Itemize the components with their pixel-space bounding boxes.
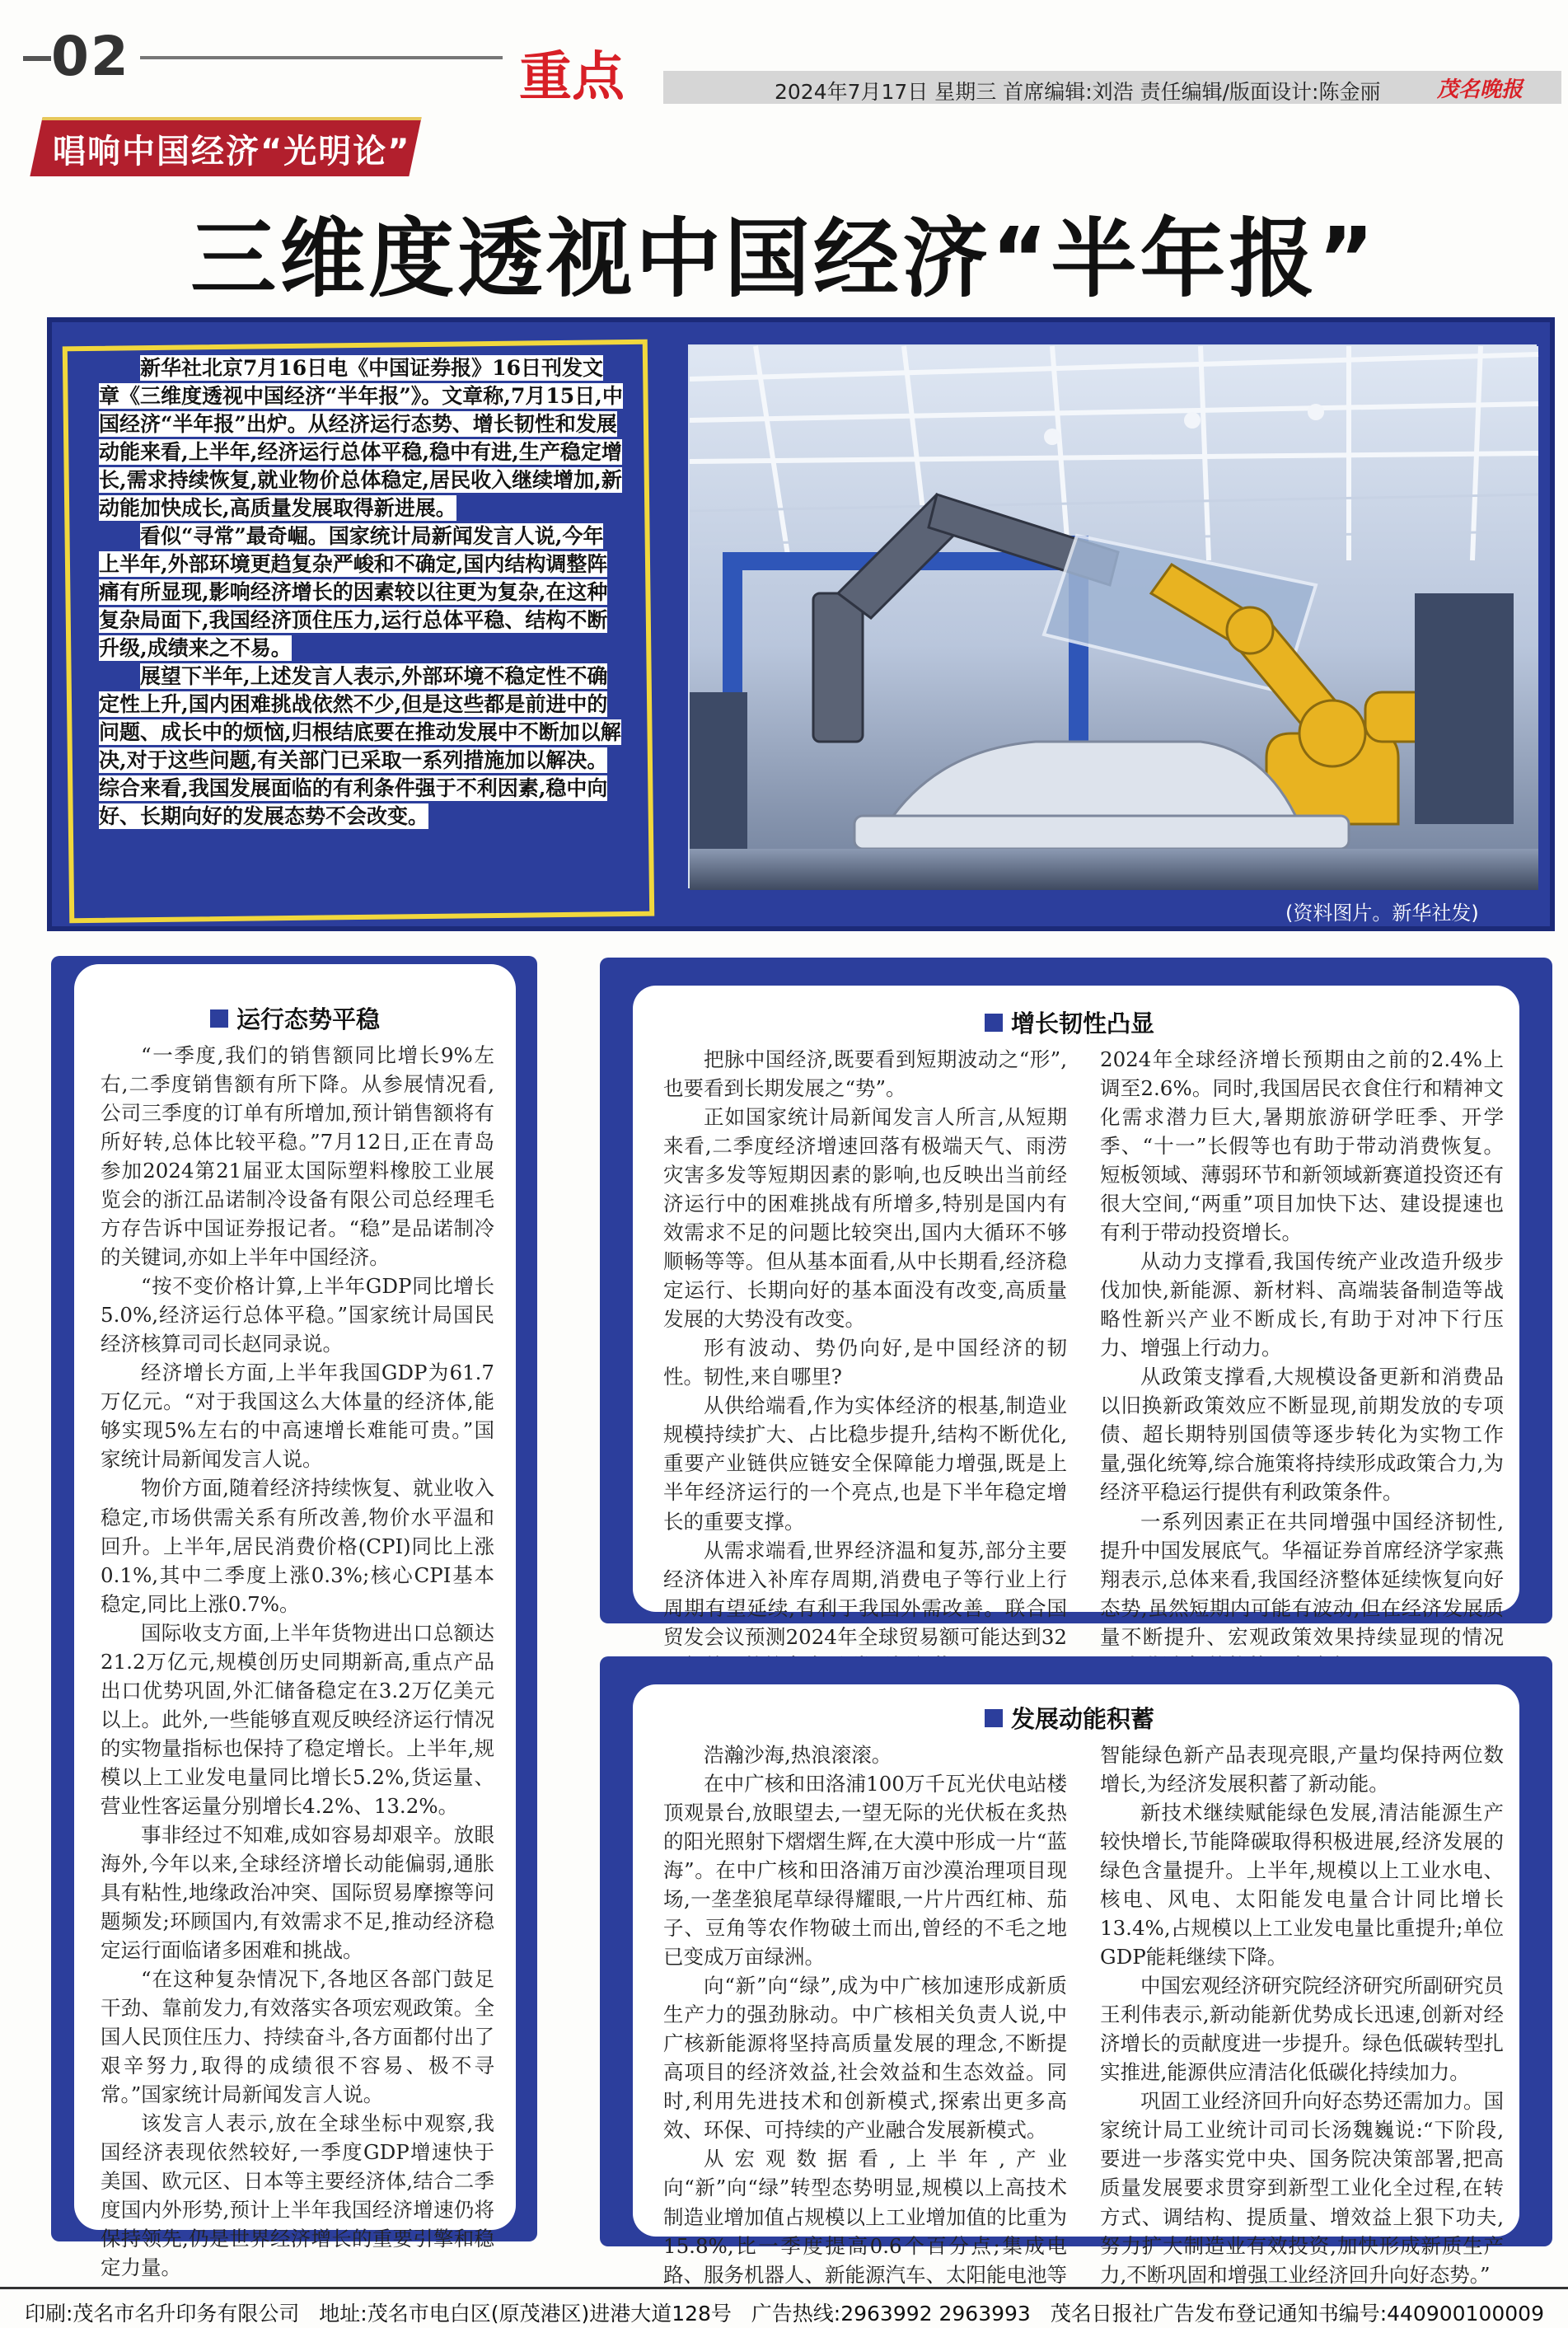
intro-paragraph: 新华社北京7月16日电《中国证券报》16日刊发文章《三维度透视中国经济“半年报”》。文章称,7月15日,中国经济“半年报”出炉。从经济运行态势、增长韧性和发展动能来看,上半年,经济运行总体平稳,稳中有进,生产稳定增长,需求持续恢复,就业物价总体稳定,居民收入继续增加,新动能加快成长,高质量发展取得新进展。 bbox=[99, 356, 623, 520]
headline: 三维度透视中国经济“半年报” bbox=[190, 208, 1378, 309]
paragraph: 新技术继续赋能绿色发展,清洁能源生产较快增长,节能降碳取得积极进展,经济发展的绿色含量提升。上半年,规模以上工业水电、核电、风电、太阳能发电量合计同比增长13.4%,占规模以上工业发电量比重提升;单位GDP能耗继续下降。 bbox=[1100, 1801, 1504, 1970]
paragraph: 从政策支撑看,大规模设备更新和消费品以旧换新政策效应不断显现,前期发放的专项债、超长期特别国债等逐步转化为实物工作量,强化统筹,综合施策将持续形成政策合力,为经济平稳运行提供有利政策条件。 bbox=[1100, 1365, 1504, 1505]
paragraph: 2024年全球经济增长预期由之前的2.4%上调至2.6%。同时,我国居民衣食住行和精神文化需求潜力巨大,暑期旅游研学旺季、开学季、“十一”长假等也有助于带动消费恢复。短板领域、薄弱环节和新领域新赛道投资还有很大空间,“两重”项目加快下达、建设提速也有利于带动投资增长。 bbox=[1100, 1047, 1504, 1245]
paragraph: 浩瀚沙海,热浪滚滚。 bbox=[704, 1743, 892, 1767]
square-bullet-icon bbox=[985, 1709, 1003, 1727]
paragraph: 从动力支撑看,我国传统产业改造升级步伐加快,新能源、新材料、高端装备制造等战略性新兴产业不断成长,有助于对冲下行压力、增强上行动力。 bbox=[1100, 1249, 1504, 1361]
column-tag: 唱响中国经济“光明论” bbox=[53, 133, 411, 171]
page-number: 02 bbox=[51, 25, 130, 88]
section1-text bbox=[101, 1041, 495, 2280]
footer-printer: 印刷:茂名市名升印务有限公司 bbox=[25, 2302, 300, 2326]
page-header bbox=[0, 0, 1568, 132]
paragraph: 国际收支方面,上半年货物进出口总额达21.2万亿元,规模创历史同期新高,重点产品出口优势巩固,外汇储备稳定在3.2万亿美元以上。此外,一些能够直观反映经济运行情况的实物量指标也保持了稳定增长。上半年,规模以上工业发电量同比增长5.2%,货运量、营业性客运量分别增长4.2%、13.2%。 bbox=[101, 1620, 494, 1818]
section3-left-text bbox=[663, 1740, 1067, 2287]
paragraph: 从宏观数据看,上半年,产业向“新”向“绿”转型态势明显,规模以上高技术制造业增加值占规模以上工业增加值的比重为15.8%,比一季度提高0.6个百分点;集成电路、服务机器人、新能源汽车、太阳能电池等 bbox=[663, 2147, 1067, 2287]
section3-heading bbox=[985, 1701, 1154, 1735]
section3-title: 发展动能积蓄 bbox=[1011, 1705, 1155, 1733]
paragraph: 经济增长方面,上半年我国GDP为61.7万亿元。“对于我国这么大体量的经济体,能够实现5%左右的中高速增长难能可贵。”国家统计局新闻发言人说。 bbox=[101, 1361, 494, 1472]
paragraph: “按不变价格计算,上半年GDP同比增长5.0%,经济运行总体平稳。”国家统计局国民经济核算司司长赵同录说。 bbox=[101, 1274, 494, 1356]
paragraph: 该发言人表示,放在全球坐标中观察,我国经济表现依然较好,一季度GDP增速快于美国、欧元区、日本等主要经济体,结合二季度国内外形势,预计上半年我国经济增速仍将保持领先,仍是世界经济增长的重要引擎和稳定力量。 bbox=[101, 2111, 494, 2280]
paragraph: 智能绿色新产品表现亮眼,产量均保持两位数增长,为经济发展积蓄了新动能。 bbox=[1100, 1743, 1504, 1796]
paragraph: 正如国家统计局新闻发言人所言,从短期来看,二季度经济增速回落有极端天气、雨涝灾害多发等短期因素的影响,也反映出当前经济运行中的困难挑战有所增多,特别是国内有效需求不足的问题比较突出,国内大循环不够顺畅等等。但从基本面看,从中长期看,经济稳定运行、长期向好的基本面没有改变,高质量发展的大势没有改变。 bbox=[663, 1105, 1067, 1332]
paragraph: 把脉中国经济,既要看到短期波动之“形”,也要看到长期发展之“势”。 bbox=[663, 1047, 1067, 1101]
footer-ad-hotline: 广告热线:2963992 2963993 bbox=[751, 2302, 1031, 2326]
section-title: 重点 bbox=[519, 47, 625, 108]
date-info: 2024年7月17日 星期三 首席编辑:刘浩 责任编辑/版面设计:陈金丽 bbox=[775, 80, 1381, 104]
section1-title: 运行态势平稳 bbox=[236, 1005, 381, 1033]
section1-heading bbox=[210, 1001, 380, 1035]
intro-paragraph: 看似“寻常”最奇崛。国家统计局新闻发言人说,今年上半年,外部环境更趋复杂严峻和不确定,国内结构调整阵痛有所显现,影响经济增长的因素较以往更为复杂,在这种复杂局面下,我国经济顶住压力,运行总体平稳、结构不断升级,成绩来之不易。 bbox=[99, 524, 608, 660]
section2-heading bbox=[985, 1005, 1154, 1039]
footer-address: 地址:茂名市电白区(原茂港区)进港大道128号 bbox=[319, 2302, 732, 2326]
paragraph: “一季度,我们的销售额同比增长9%左右,二季度销售额有所下降。从参展情况看,公司三季度的订单有所增加,预计销售额将有所好转,总体比较平稳。”7月12日,正在青岛参加2024第21届亚太国际塑料橡胶工业展览会的浙江品诺制冷设备有限公司总经理毛方存告诉中国证券报记者。“稳”是品诺制冷的关键词,亦如上半年中国经济。 bbox=[101, 1043, 494, 1270]
paragraph: 中国宏观经济研究院经济研究所副研究员王利伟表示,新动能新优势成长迅速,创新对经济增长的贡献度进一步提升。绿色低碳转型扎实推进,能源供应清洁化低碳化持续加力。 bbox=[1100, 1974, 1504, 2085]
square-bullet-icon bbox=[210, 1009, 228, 1028]
paragraph: 从供给端看,作为实体经济的根基,制造业规模持续扩大、占比稳步提升,结构不断优化,重要产业链供应链安全保障能力增强,既是上半年经济运行的一个亮点,也是下半年稳定增长的重要支撑。 bbox=[663, 1394, 1067, 1534]
paragraph: 巩固工业经济回升向好态势还需加力。国家统计局工业统计司司长汤魏巍说:“下阶段,要进一步落实党中央、国务院决策部署,把高质量发展要求贯穿到新型工业化全过程,在转方式、调结构、提质量、增效益上狠下功夫,努力扩大制造业有效投资,加快形成新质生产力,不断巩固和增强工业经济回升向好态势。” bbox=[1100, 2089, 1504, 2287]
paper-logo: 茂名晚报 bbox=[1436, 77, 1523, 102]
paragraph: 事非经过不知难,成如容易却艰辛。放眼海外,今年以来,全球经济增长动能偏弱,通胀具有粘性,地缘政治冲突、国际贸易摩擦等问题频发;环顾国内,有效需求不足,推动经济稳定运行面临诸多困难和挑战。 bbox=[101, 1822, 495, 1962]
factory-robot-photo bbox=[688, 344, 1537, 888]
photo-caption: (资料图片。新华社发) bbox=[1285, 902, 1479, 925]
paragraph: 向“新”向“绿”,成为中广核加速形成新质生产力的强劲脉动。中广核相关负责人说,中广核新能源将坚持高质量发展的理念,不断提高项目的经济效益,社会效益和生态效益。同时,利用先进技术和创新模式,探索出更多高效、环保、可持续的产业融合发展新模式。 bbox=[663, 1974, 1067, 2143]
intro-text bbox=[99, 354, 623, 882]
paragraph: 物价方面,随着经济持续恢复、就业收入稳定,市场供需关系有所改善,物价水平温和回升。上半年,居民消费价格(CPI)同比上涨0.1%,其中二季度上涨0.3%;核心CPI基本稳定,同比上涨0.7%。 bbox=[101, 1476, 494, 1616]
intro-paragraph: 展望下半年,上述发言人表示,外部环境不稳定性不确定性上升,国内困难挑战依然不少,但是这些都是前进中的问题、成长中的烦恼,归根结底要在推动发展中不断加以解决,对于这些问题,有关部门已采取一系列措施加以解决。综合来看,我国发展面临的有利条件强于不利因素,稳中向好、长期向好的发展态势不会改变。 bbox=[99, 664, 621, 828]
footer-ad-license: 茂名日报社广告发布登记通知书编号:440900100009 bbox=[1050, 2302, 1544, 2326]
square-bullet-icon bbox=[985, 1014, 1003, 1032]
paragraph: 在中广核和田洛浦100万千瓦光伏电站楼顶观景台,放眼望去,一望无际的光伏板在炙热的阳光照射下熠熠生辉,在大漠中形成一片“蓝海”。在中广核和田洛浦万亩沙漠治理项目现场,一垄垄狼尾草绿得耀眼,一片片西红柿、茄子、豆角等农作物破土而出,曾经的不毛之地已变成万亩绿洲。 bbox=[663, 1772, 1067, 1970]
header-rule bbox=[140, 56, 503, 59]
paragraph: 一系列因素正在共同增强中国经济韧性,提升中国发展底气。华福证券首席经济学家燕翔表示,总体来看,我国经济整体延续恢复向好态势,虽然短期内可能有波动,但在经济发展质量不断提升、宏观政策效果持续显现的情况 bbox=[1100, 1509, 1504, 1649]
paragraph: “在这种复杂情况下,各地区各部门鼓足干劲、靠前发力,有效落实各项宏观政策。全国人民顶住压力、持续奋斗,各方面都付出了艰辛努力,取得的成绩很不容易、极不寻常。”国家统计局新闻发言人说。 bbox=[101, 1967, 494, 2107]
page-number-dash bbox=[23, 56, 51, 61]
paragraph: 从需求端看,世界经济温和复苏,部分主要经济体进入补库存周期,消费电子等行业上行周期有望延续,有利于我国外需改善。联合国贸发会议预测2024年全球贸易额可能达到32 bbox=[663, 1538, 1067, 1649]
page-footer bbox=[25, 2298, 1544, 2327]
section2-right-text bbox=[1100, 1045, 1504, 1649]
paragraph: 形有波动、势仍向好,是中国经济的韧性。韧性,来自哪里? bbox=[663, 1336, 1067, 1389]
footer-rule bbox=[0, 2287, 1568, 2289]
section2-left-text bbox=[663, 1045, 1067, 1649]
robot-arm-illustration bbox=[690, 346, 1538, 890]
section3-right-text bbox=[1100, 1740, 1504, 2287]
section2-title: 增长韧性凸显 bbox=[1011, 1009, 1155, 1038]
